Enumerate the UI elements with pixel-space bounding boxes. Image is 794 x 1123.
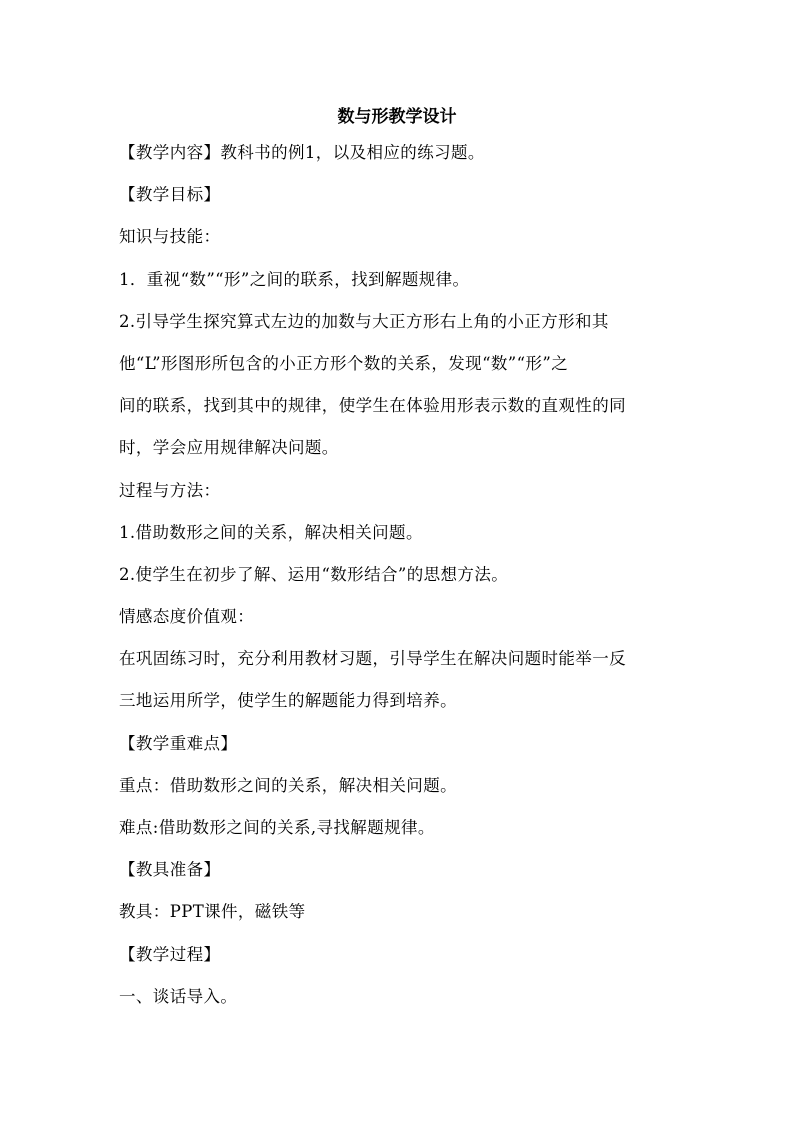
document-body [119,143,681,1029]
line-emotion-b: 三地运用所学，使学生的解题能力得到培养。 [119,691,457,711]
line-knowledge-2b: 他“L”形图形所包含的小正方形个数的关系，发现“数”“形”之 [119,353,569,373]
heading-teaching-goals: 【教学目标】 [119,185,221,205]
line-process-2: 2.使学生在初步了解、运用“数形结合”的思想方法。 [119,564,509,584]
line-difficult-point: 难点:借助数形之间的关系,寻找解题规律。 [119,818,435,837]
document-title: 数与形教学设计 [337,107,457,127]
line-knowledge-1: 1．重视“数”“形”之间的联系，找到解题规律。 [119,269,470,289]
line-process-intro: 一、谈话导入。 [119,986,238,1006]
line-teaching-content: 【教学内容】教科书的例1，以及相应的练习题。 [119,143,485,162]
line-emotion-a: 在巩固练习时，充分利用教材习题，引导学生在解决问题时能举一反 [119,649,626,669]
heading-key-points: 【教学重难点】 [119,733,238,753]
subheading-process-method: 过程与方法： [119,480,221,500]
heading-teaching-aids: 【教具准备】 [119,860,221,880]
line-key-point: 重点：借助数形之间的关系，解决相关问题。 [119,775,457,795]
line-process-1: 1.借助数形之间的关系，解决相关问题。 [119,522,423,542]
heading-teaching-process: 【教学过程】 [119,944,221,964]
line-knowledge-2c: 间的联系，找到其中的规律，使学生在体验用形表示数的直观性的同 [119,396,626,416]
subheading-emotion-values: 情感态度价值观： [119,607,255,627]
line-knowledge-2a: 2.引导学生探究算式左边的加数与大正方形右上角的小正方形和其 [119,311,609,331]
subheading-knowledge-skills: 知识与技能： [119,227,221,247]
line-knowledge-2d: 时，学会应用规律解决问题。 [119,438,339,458]
line-teaching-aids: 教具：PPT课件，磁铁等 [119,902,306,922]
